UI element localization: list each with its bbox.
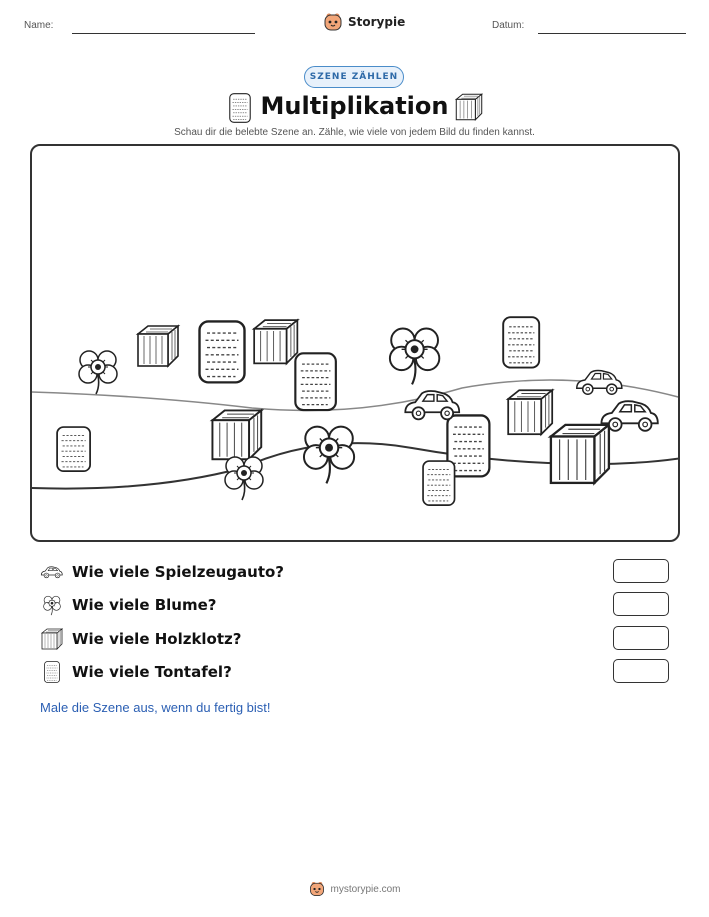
- question-clay-tablet: [40, 659, 670, 685]
- wood-block-icon: [455, 93, 483, 121]
- storypie-mascot-icon: [308, 880, 326, 898]
- toy-car: [405, 391, 459, 419]
- answer-box-flower[interactable]: [613, 592, 669, 616]
- date-label: Datum:: [492, 20, 525, 31]
- question-text: Wie viele Tontafel?: [72, 663, 232, 681]
- flower: [225, 457, 263, 500]
- activity-badge: SZENE ZÄHLEN: [304, 66, 404, 88]
- storypie-mascot-icon: [322, 12, 344, 32]
- footer-url[interactable]: mystorypie.com: [330, 883, 401, 895]
- toy-car-icon: [40, 561, 64, 583]
- page-title: Multiplikation: [260, 92, 449, 120]
- scene-illustration: [32, 146, 680, 542]
- toy-car: [577, 371, 622, 395]
- brand-logo: [322, 12, 405, 32]
- question-text: Wie viele Blume?: [72, 596, 217, 614]
- wood-block: [551, 425, 609, 483]
- coloring-prompt: Male die Szene aus, wenn du fertig bist!: [40, 700, 271, 715]
- clay-tablet-icon: [40, 661, 64, 683]
- answer-box-toy-car[interactable]: [613, 559, 669, 583]
- counting-scene: [30, 144, 680, 542]
- name-line[interactable]: [72, 33, 255, 34]
- question-text: Wie viele Spielzeugauto?: [72, 563, 285, 581]
- question-flower: [40, 592, 670, 618]
- flower: [79, 351, 117, 394]
- flower-icon: [40, 594, 64, 616]
- clay-tablet: [57, 427, 90, 471]
- answer-box-wood-block[interactable]: [613, 626, 669, 650]
- name-label: Name:: [24, 20, 54, 31]
- wood-block: [508, 390, 552, 434]
- footer: [0, 880, 709, 898]
- instructions: Schau dir die belebte Szene an. Zähle, wie viele von jedem Bild du finden kannst.: [174, 127, 535, 138]
- question-wood-block: [40, 626, 670, 652]
- answer-box-clay-tablet[interactable]: [613, 659, 669, 683]
- wood-block: [212, 410, 261, 459]
- clay-tablet: [200, 321, 245, 382]
- wood-block: [254, 320, 297, 363]
- date-line[interactable]: [538, 33, 686, 34]
- flower: [304, 427, 354, 484]
- brand-name: Storypie: [348, 15, 406, 29]
- clay-tablet: [503, 317, 539, 367]
- clay-tablet: [295, 353, 336, 410]
- question-text: Wie viele Holzklotz?: [72, 630, 242, 648]
- toy-car: [601, 401, 657, 431]
- wood-block-icon: [40, 628, 64, 650]
- flower: [390, 329, 439, 385]
- wood-block: [138, 326, 178, 366]
- clay-tablet: [423, 461, 455, 505]
- question-toy-car: [40, 559, 670, 585]
